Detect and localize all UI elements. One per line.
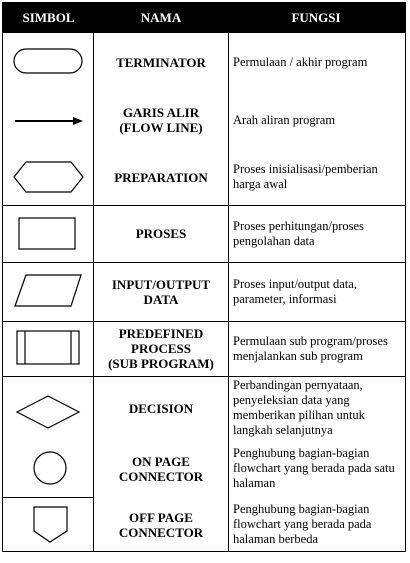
row-name: DECISION — [128, 400, 194, 416]
row-name: PREPARATION — [114, 169, 208, 185]
preparation-hexagon-icon — [3, 149, 94, 205]
table-row — [3, 33, 94, 91]
table-row — [3, 497, 94, 552]
row-function: Penghubung bagian-bagian flowchart yang berada pada satu halaman — [233, 446, 395, 490]
row-name: GARIS ALIR (FLOW LINE) — [119, 105, 203, 135]
row-function: Arah aliran program — [233, 112, 336, 127]
row-function: Proses perhitungan/proses pengolahan data — [233, 218, 364, 248]
header-symbol: SIMBOL — [22, 10, 75, 25]
table-row — [3, 262, 94, 321]
header-name: NAMA — [140, 10, 182, 25]
row-name: INPUT/OUTPUT DATA — [111, 276, 211, 307]
off-page-connector-icon — [3, 497, 94, 552]
flow-line-arrow-icon — [3, 91, 94, 149]
row-name: PREDEFINED PROCESS (SUB PROGRAM) — [108, 326, 214, 371]
row-name: PROSES — [135, 226, 187, 241]
table-row — [3, 149, 94, 205]
row-function: Penghubung bagian-bagian flowchart yang berada pada halaman berbeda — [233, 502, 372, 546]
row-name: OFF PAGE CONNECTOR — [118, 509, 204, 540]
row-function: Perbandingan pernyataan, penyeleksian data yang memberikan pilihan untuk langkah selanjutnya — [233, 378, 365, 437]
predefined-process-icon — [3, 321, 94, 376]
process-rectangle-icon — [3, 205, 94, 262]
table-row — [3, 91, 94, 149]
row-name: ON PAGE CONNECTOR — [118, 453, 204, 484]
row-function: Proses inisialisasi/pemberian harga awal — [233, 162, 378, 191]
table-row — [3, 440, 94, 497]
column-divider-2 — [228, 33, 229, 551]
row-function: Permulaan / akhir program — [233, 54, 368, 69]
table-row — [3, 321, 94, 376]
table-row — [3, 376, 94, 440]
table-header — [3, 3, 405, 33]
row-function: Proses input/output data, parameter, informasi — [233, 276, 357, 306]
header-function: FUNGSI — [291, 10, 341, 25]
on-page-connector-circle-icon — [3, 440, 94, 497]
input-output-parallelogram-icon — [3, 262, 94, 321]
row-function: Permulaan sub program/proses menjalankan sub program — [233, 333, 388, 363]
row-name: TERMINATOR — [116, 54, 206, 70]
decision-diamond-icon — [3, 376, 94, 440]
terminator-icon — [3, 33, 94, 91]
table-row — [3, 205, 94, 262]
flowchart-symbol-table — [2, 2, 406, 552]
